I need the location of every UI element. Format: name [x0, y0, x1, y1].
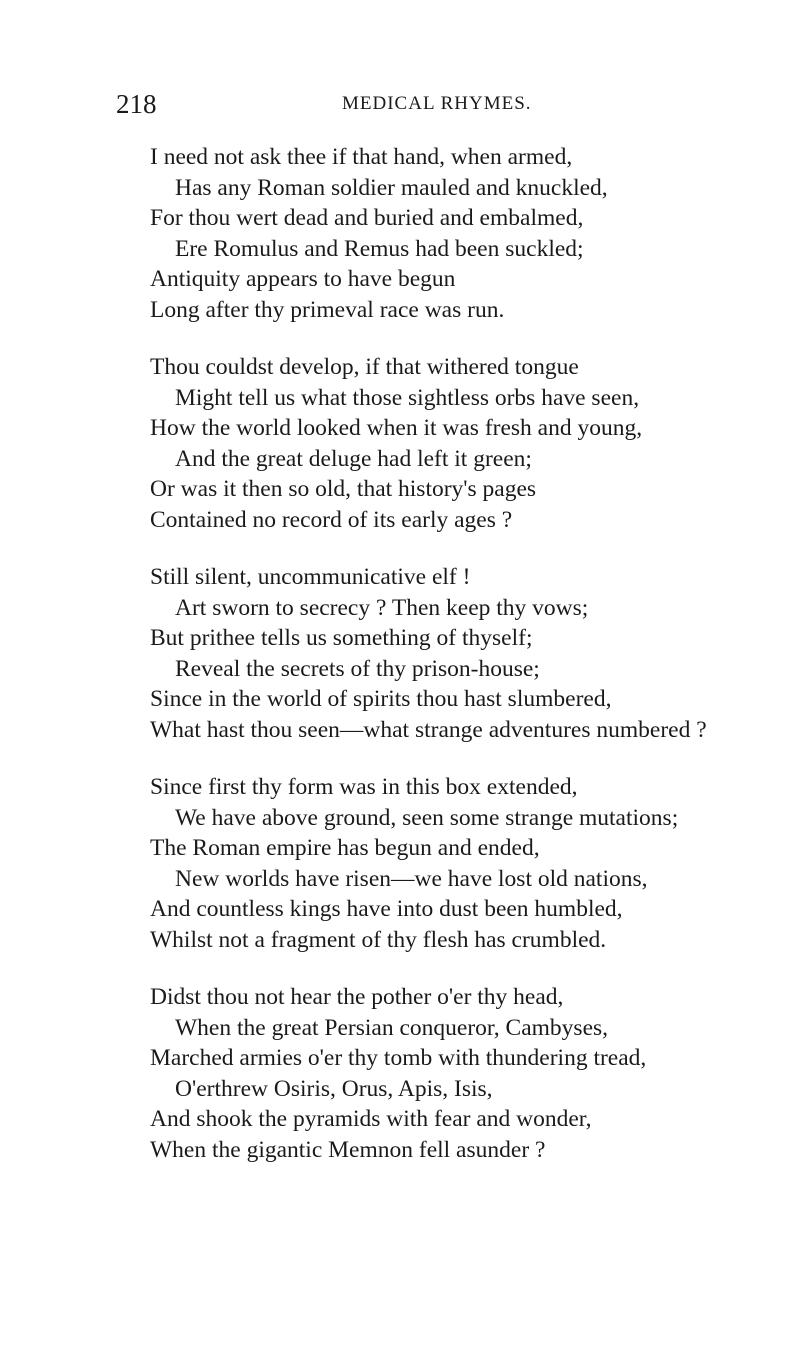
poem-line: Art sworn to secrecy ? Then keep thy vows; — [175, 594, 589, 621]
poem-line: O'erthrew Osiris, Orus, Apis, Isis, — [175, 1075, 493, 1102]
poem-line: How the world looked when it was fresh and young, — [150, 415, 643, 441]
poem-line: Or was it then so old, that history's pages — [150, 476, 537, 502]
poem-line: Didst thou not hear the pother o'er thy head, — [150, 984, 564, 1010]
poem-line: Might tell us what those sightless orbs have seen, — [175, 384, 640, 411]
stanza-3 — [150, 562, 795, 745]
poem-line: We have above ground, seen some strange mutations; — [175, 804, 679, 831]
poem-line: Whilst not a fragment of thy flesh has crumbled. — [150, 926, 607, 953]
poem-line: Reveal the secrets of thy prison-house; — [175, 655, 540, 682]
poem-line: Contained no record of its early ages ? — [150, 506, 513, 533]
stanza-4 — [150, 772, 795, 955]
poem-line: Still silent, uncommunicative elf ! — [150, 564, 471, 590]
poem-line: Since in the world of spirits thou hast slumbered, — [150, 686, 612, 712]
running-head: MEDICAL RHYMES. — [342, 93, 532, 114]
poem-line: And the great deluge had left it green; — [175, 445, 532, 472]
poem-line: New worlds have risen—we have lost old nations, — [175, 865, 648, 892]
poem-line: Long after thy primeval race was run. — [150, 296, 505, 323]
poem-line: When the gigantic Memnon fell asunder ? — [150, 1136, 546, 1163]
poem-body — [150, 142, 795, 1192]
poem-line: What hast thou seen—what strange adventures numbered ? — [150, 716, 707, 743]
poem-line: For thou wert dead and buried and embalmed, — [150, 205, 584, 231]
poem-line: Has any Roman soldier mauled and knuckled, — [175, 174, 608, 201]
poem-line: Antiquity appears to have begun — [150, 266, 456, 292]
poem-line: Thou couldst develop, if that withered tongue — [150, 354, 579, 380]
stanza-1 — [150, 142, 795, 325]
poem-line: But prithee tells us something of thyself; — [150, 625, 533, 651]
poem-line: When the great Persian conqueror, Cambyses, — [175, 1014, 609, 1041]
page-header — [116, 86, 756, 122]
page-number: 218 — [116, 89, 157, 119]
poem-line: The Roman empire has begun and ended, — [150, 835, 540, 861]
poem-line: Ere Romulus and Remus had been suckled; — [175, 235, 584, 262]
poem-line: And countless kings have into dust been humbled, — [150, 896, 623, 922]
stanza-5 — [150, 982, 795, 1165]
stanza-2 — [150, 352, 795, 535]
poem-line: And shook the pyramids with fear and wonder, — [150, 1106, 592, 1132]
poem-line: I need not ask thee if that hand, when armed, — [150, 144, 573, 170]
poem-line: Since first thy form was in this box extended, — [150, 774, 578, 800]
poem-line: Marched armies o'er thy tomb with thundering tread, — [150, 1045, 647, 1071]
